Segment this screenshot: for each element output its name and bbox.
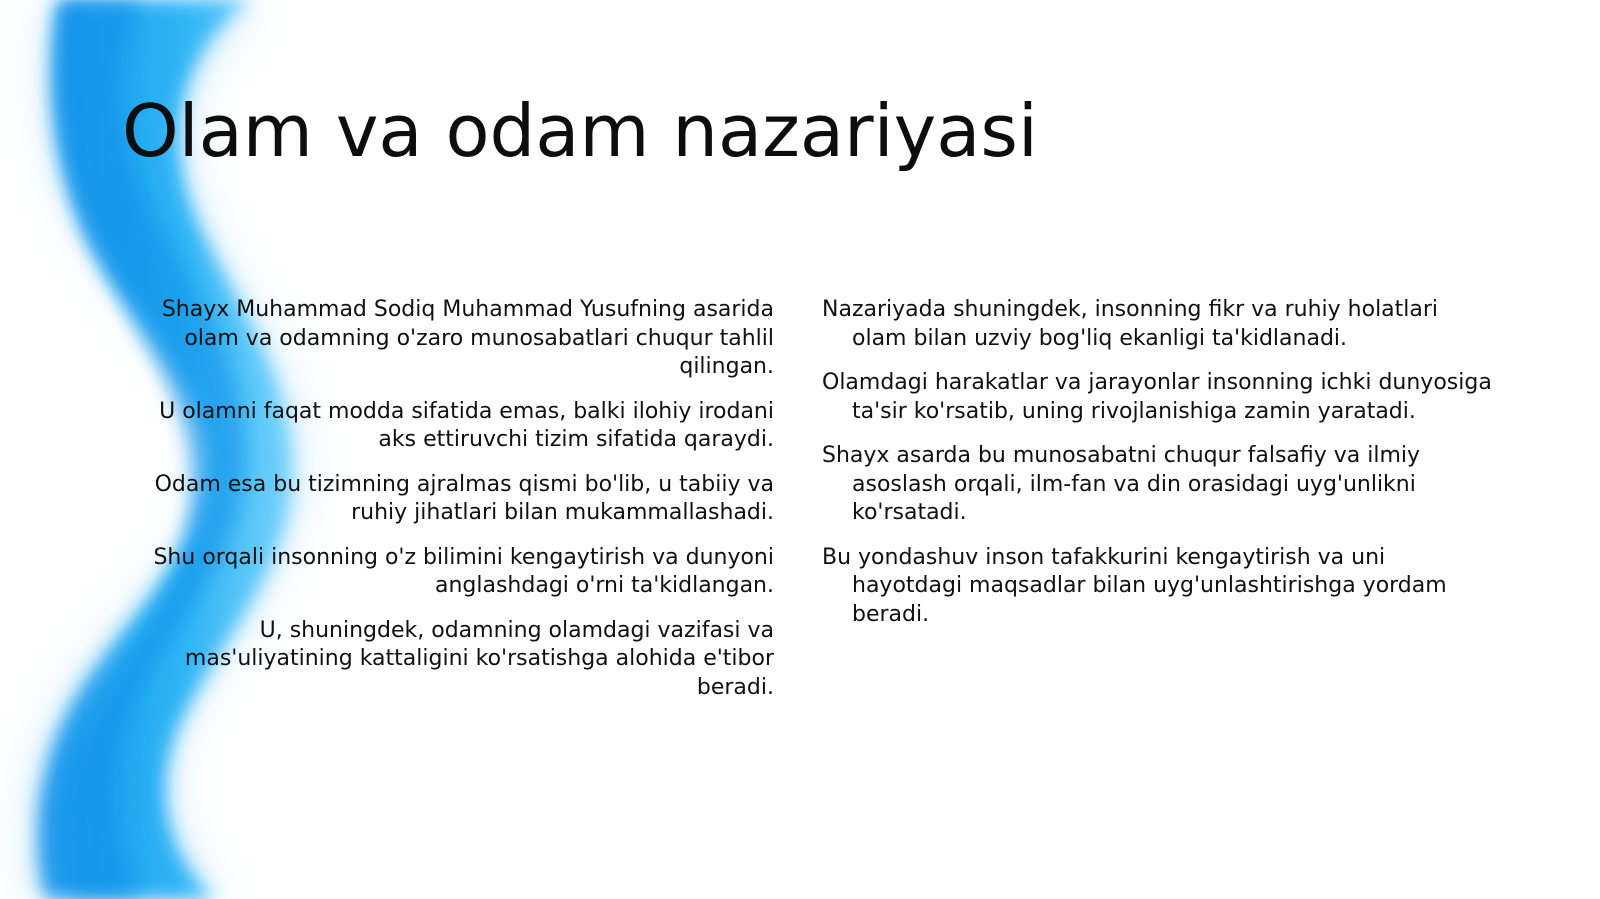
right-paragraph: Nazariyada shuningdek, insonning fikr va ruhiy holatlari olam bilan uzviy bog'liq ekanligi ta'kidlanadi. [822,297,1439,351]
right-text-column [822,296,1492,645]
right-paragraph: Bu yondashuv inson tafakkurini kengaytirish va uni hayotdagi maqsadlar bilan uyg'unlashtirishga yordam beradi. [822,544,1447,627]
left-paragraph: U, shuningdek, odamning olamdagi vazifasi va mas'uliyatining kattaligini ko'rsatishga alohida e'tibor beradi. [184,617,774,700]
slide-title: Olam va odam nazariyasi [122,89,1038,173]
right-paragraph: Olamdagi harakatlar va jarayonlar insonning ichki dunyosiga ta'sir ko'rsatib, uning rivojlanishiga zamin yaratadi. [822,370,1492,424]
left-paragraph: U olamni faqat modda sifatida emas, balki ilohiy irodani aks ettiruvchi tizim sifatida qaraydi. [159,398,774,452]
left-paragraph: Odam esa bu tizimning ajralmas qismi bo'lib, u tabiiy va ruhiy jihatlari bilan mukammallashadi. [154,471,774,525]
left-paragraph: Shu orqali insonning o'z bilimini kengaytirish va dunyoni anglashdagi o'rni ta'kidlangan. [153,544,774,598]
left-paragraph: Shayx Muhammad Sodiq Muhammad Yusufning asarida olam va odamning o'zaro munosabatlari chuqur tahlil qilingan. [161,297,774,379]
right-paragraph: Shayx asarda bu munosabatni chuqur falsafiy va ilmiy asoslash orqali, ilm-fan va din orasidagi uyg'unlikni ko'rsatadi. [822,443,1421,525]
left-text-column [128,296,774,718]
